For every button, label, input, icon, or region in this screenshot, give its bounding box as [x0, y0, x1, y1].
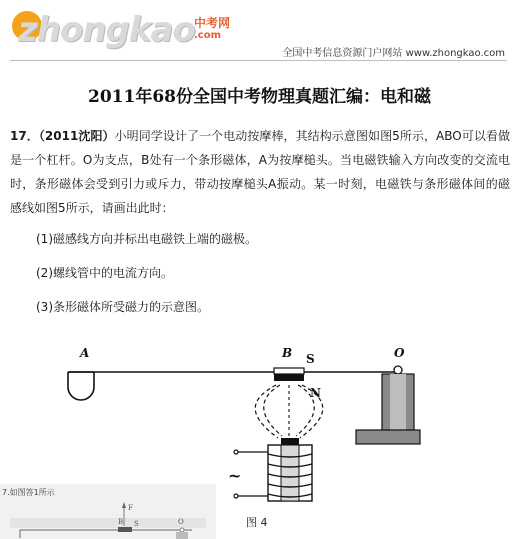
site-slogan: 全国中考信息资源门户网站 www.zhongkao.com: [282, 48, 505, 59]
inset-label-B: B: [118, 518, 124, 526]
electromagnet-core-top: [281, 438, 299, 445]
sub-question-3: (3)条形磁体所受磁力的示意图。: [36, 300, 209, 314]
field-line-left-outer: [255, 385, 278, 438]
sub-question-2: (2)螺线管中的电流方向。: [36, 266, 173, 280]
question-paragraph: [10, 124, 510, 220]
label-A: A: [80, 346, 90, 360]
bar-magnet-top: [274, 368, 304, 374]
inset-label-F: F: [128, 504, 133, 512]
terminal-bottom: [234, 494, 238, 498]
logo-domain-suffix: .com: [194, 30, 222, 41]
answer-inset: [0, 484, 216, 539]
label-S: S: [306, 352, 315, 366]
answer-inset-diagram: [0, 484, 216, 539]
hammer-head-A: [68, 372, 94, 400]
support-base: [356, 430, 420, 444]
electromagnet-core: [281, 445, 299, 501]
label-B: B: [282, 346, 293, 360]
logo-chinese-text: 中考网: [194, 16, 231, 30]
question-source: （2011沈阳）: [38, 129, 115, 143]
site-logo[interactable]: [10, 8, 230, 54]
sub-question-1: (1)磁感线方向并标出电磁铁上端的磁极。: [36, 232, 257, 246]
ac-source-icon: ~: [228, 466, 242, 485]
page-header: [0, 0, 519, 66]
inset-label: 7.如图答1所示: [2, 488, 55, 497]
label-O: O: [394, 346, 405, 360]
logo-text: zhongkao: [18, 10, 195, 50]
pivot-O: [394, 366, 402, 374]
bar-magnet-bottom: [274, 374, 304, 381]
figure-caption: 图 4: [246, 516, 268, 529]
inset-label-O: O: [178, 518, 184, 526]
label-N: N: [310, 386, 321, 400]
support-post-highlight: [390, 374, 406, 430]
inset-label-S: S: [134, 520, 139, 528]
document-title: 2011年68份全国中考物理真题汇编：电和磁: [88, 87, 431, 107]
question-number: 17．: [10, 129, 39, 143]
header-divider: [10, 60, 507, 61]
question-text: 小明同学设计了一个电动按摩棒，其结构示意图如图5所示，ABO可以看做是一个杠杆。O为支点，B处有一个条形磁体，A为按摩槌头。当电磁铁输入方向改变的交流电时，条形磁体会受到引力或斥力，带动按摩槌头A振动。某一时刻，电磁铁与条形磁体间的磁感线如图5所示，请画出此时：: [10, 129, 510, 215]
terminal-top: [234, 450, 238, 454]
